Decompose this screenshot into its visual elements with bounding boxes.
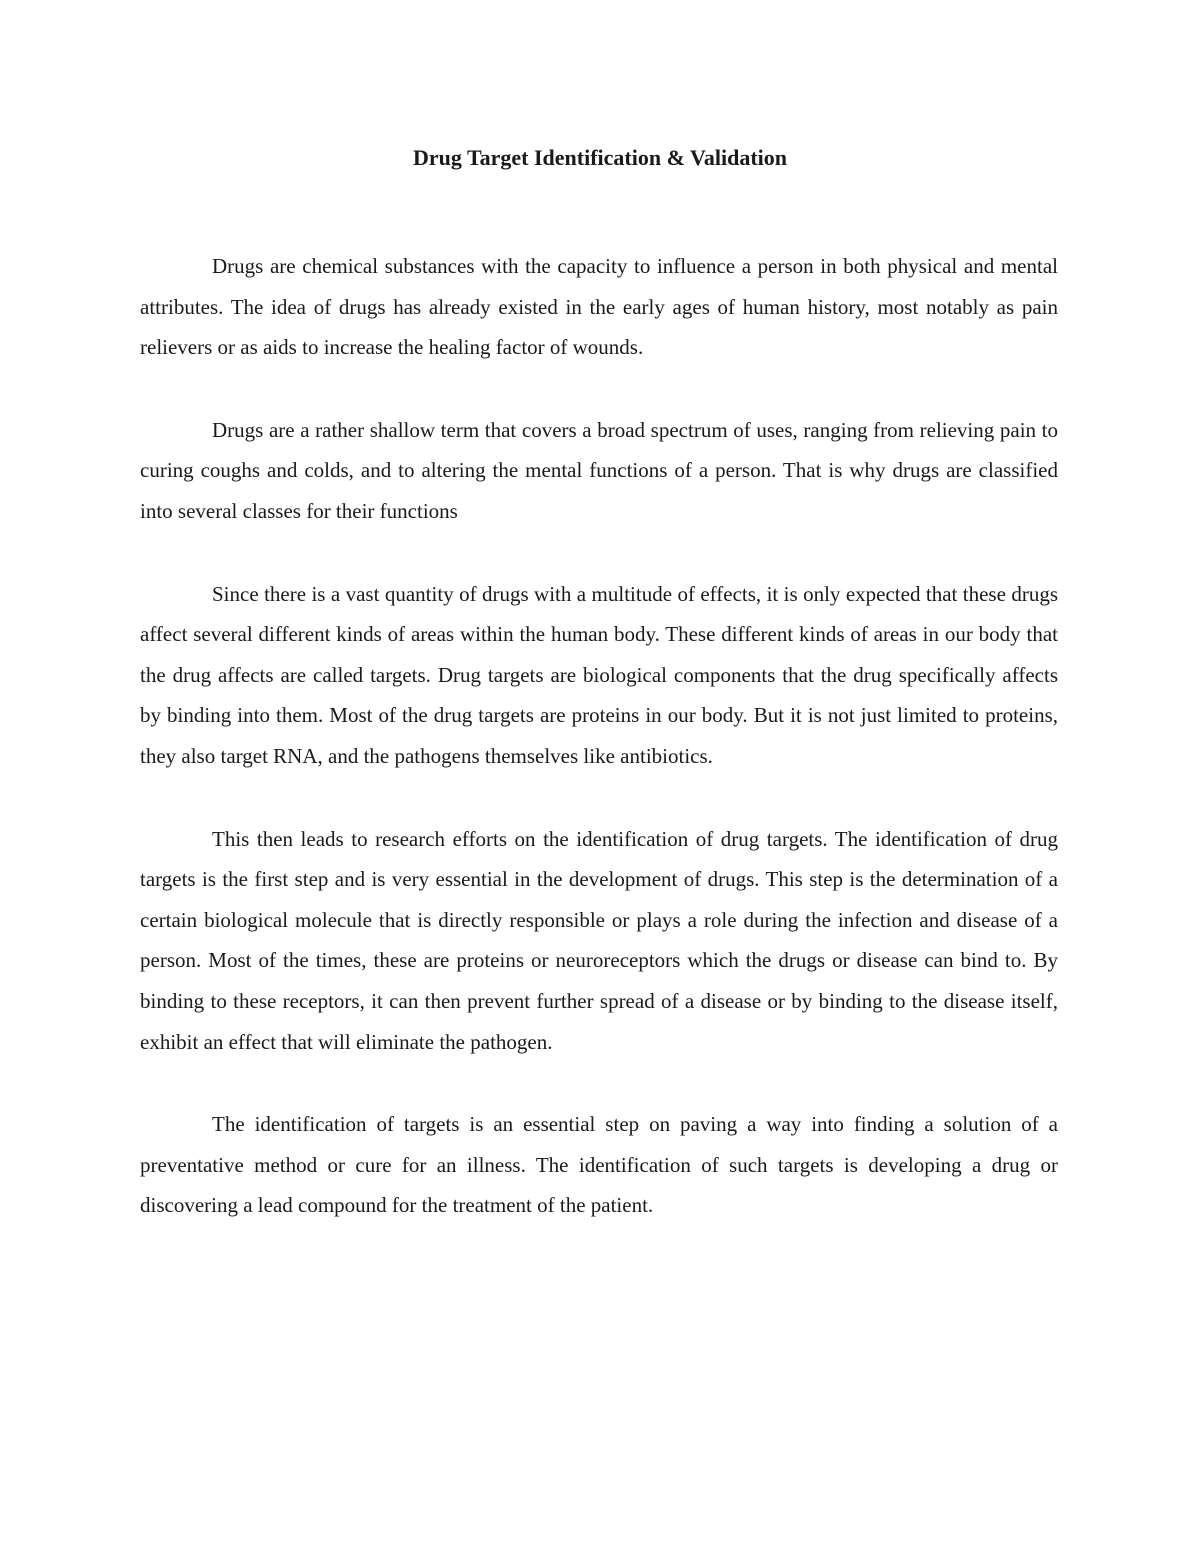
paragraph-target-identification: This then leads to research efforts on the identification of drug targets. The identification of drug targets is the first step and is very essential in the development of drugs. This step is the determination of a certain biological molecule that is directly responsible or plays a role during the infection and disease of a person. Most of the times, these are proteins or neuroreceptors which the drugs or disease can bind to. By binding to these receptors, it can then prevent further spread of a disease or by binding to the disease itself, exhibit an effect that will eliminate the pathogen. xyxy=(140,826,1058,1054)
paragraph-drug-targets: Since there is a vast quantity of drugs with a multitude of effects, it is only expected that these drugs affect several different kinds of areas within the human body. These different kinds of areas in our body that the drug affects are called targets. Drug targets are biological components that the drug specifically affects by binding into them. Most of the drug targets are proteins in our body. But it is not just limited to proteins, they also target RNA, and the pathogens themselves like antibiotics. xyxy=(140,581,1058,768)
paragraph-conclusion: The identification of targets is an essential step on paving a way into finding a solution of a preventative method or cure for an illness. The identification of such targets is developing a drug or discovering a lead compound for the treatment of the patient. xyxy=(140,1112,1058,1218)
document-body xyxy=(140,246,1058,1268)
paragraph-drug-classes: Drugs are a rather shallow term that covers a broad spectrum of uses, ranging from relieving pain to curing coughs and colds, and to altering the mental functions of a person. That is why drugs are classified into several classes for their functions xyxy=(140,417,1058,523)
document-title: Drug Target Identification & Validation xyxy=(412,145,788,170)
paragraph-intro: Drugs are chemical substances with the capacity to influence a person in both physical and mental attributes. The idea of drugs has already existed in the early ages of human history, most notably as pain relievers or as aids to increase the healing factor of wounds. xyxy=(140,254,1058,360)
